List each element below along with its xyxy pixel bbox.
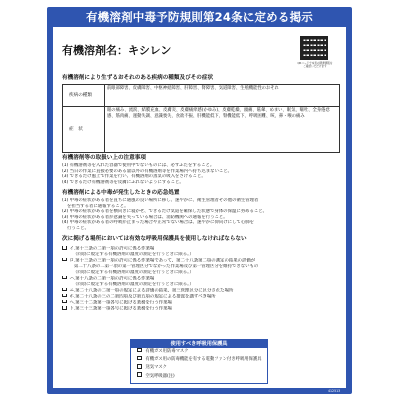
ppe-label: 送気マスク <box>145 365 167 371</box>
list-item: (3) できるだけ風上で作業を行い、有機溶剤の蒸気の吸入をさけること。 <box>62 174 206 180</box>
solvent-name: 有機溶剤名：キシレン <box>62 44 172 57</box>
checkbox[interactable] <box>62 294 67 298</box>
checklist-note: （同項に規定する有機溶剤の濃度の測定を行うときに限る。） <box>73 281 194 287</box>
ppe-heading: 使用すべき呼吸用保護具 <box>131 340 267 348</box>
checkbox[interactable] <box>62 258 67 262</box>
checkbox[interactable] <box>62 306 67 310</box>
checklist-label: イ.第十三条の二第一項の許可に係る作業場 <box>69 246 155 252</box>
checklist-label: ロ.第十三条の三第一項の許可に係る作業場であって、第二十八条第二項の測定の結果の評価が <box>69 258 256 264</box>
disease-table <box>62 84 340 153</box>
ppe-label: 空気呼吸器(注) <box>145 373 175 379</box>
sign-body <box>53 27 346 388</box>
checklist-item[interactable] <box>62 276 342 282</box>
checkbox[interactable] <box>137 372 142 377</box>
checklist-label: ヘ.第三十二条第一項各号に掲げる業務を行う作業場 <box>69 300 172 306</box>
ppe-label: 有機ガス用の防毒機能を有する電動ファン付き呼吸用保護具 <box>145 357 262 363</box>
list-item: 行うこと。 <box>67 225 89 231</box>
handling-heading: 有機溶剤等の取扱い上の注意事項 <box>62 155 146 161</box>
ppe-box <box>130 339 268 384</box>
table-label: 症 状 <box>63 107 105 153</box>
handling-list <box>62 163 342 185</box>
checkbox[interactable] <box>62 276 67 280</box>
checklist-item[interactable] <box>62 306 342 312</box>
list-item: を担当する者に通報すること。 <box>67 203 129 209</box>
checkbox[interactable] <box>62 288 67 292</box>
table-label: 疾病の種類 <box>63 85 105 107</box>
checklist-label: ト.第三十三条第一項各号に掲げる業務を行う作業場 <box>69 306 172 312</box>
list-item: (3) 中毒の症状がある者が意識を失っている場合は、消防機関への通報を行うこと。 <box>62 214 228 220</box>
signboard <box>47 7 352 394</box>
ppe-item[interactable] <box>131 356 267 364</box>
qr-code-icon <box>300 36 328 60</box>
checkbox[interactable] <box>137 356 142 361</box>
checklist-item[interactable] <box>62 246 342 252</box>
respirator-heading: 次に掲げる場所においては有効な呼吸用保護具を使用しなければならない <box>62 236 247 242</box>
table-row <box>63 107 340 153</box>
list-item: (4) 中毒の症状がある者の呼吸が止まった場合や正常でない場合は、速やかに仰向けにして心肺を <box>62 220 255 226</box>
product-code: 412513 <box>328 389 341 393</box>
table-row <box>63 85 340 107</box>
checkbox[interactable] <box>137 348 142 353</box>
table-value: 前眼部障害、皮膚障害、中枢神経障害、肝障害、腎障害、気道障害、生殖機能性のおそれ <box>105 85 340 107</box>
checkbox[interactable] <box>62 246 67 250</box>
ppe-label: 有機ガス用防毒マスク <box>145 349 189 354</box>
checklist-label: ホ.第二十八条の三の二第四項及び第五項の規定による措置を講ずべき場所 <box>69 293 216 299</box>
checklist-continuation: 第二十八条の二第一項の第一管理区分でなかった作業場及び第一管理区分を維持できないもの <box>69 263 259 269</box>
ppe-item[interactable] <box>131 364 267 372</box>
checklist-note: （同項に規定する有機溶剤の濃度の測定を行うときに限る。） <box>73 270 194 276</box>
disease-heading: 有機溶剤により生ずるおそれのある疾病の種類及びその症状 <box>62 75 214 81</box>
ppe-item[interactable] <box>131 348 267 356</box>
checklist-label: ハ.第十八条の二第一項の許可に係る作業場 <box>69 276 155 281</box>
list-item: (1) 中毒の症状がある者を直ちに通風の良い場所に移し、速やかに、衛生管理者その他の衛生管理者 <box>62 198 259 203</box>
emergency-heading: 有機溶剤による中毒が発生したときの応急処置 <box>62 190 180 196</box>
checkbox[interactable] <box>137 364 142 369</box>
solvent-name-row <box>53 27 346 73</box>
list-item: (2) 中毒の症状がある者を横向きに寝かせ、できるだけ気道を確保した状態で身体の保温に努めること。 <box>62 209 268 215</box>
ppe-item[interactable] <box>131 373 267 381</box>
list-item: (4) できるだけ有機溶剤等を皮膚にふれないようにすること。 <box>62 179 184 185</box>
table-value: 眼の痛み、流涙、結膜充血、皮膚炎、皮膚痛痒感(かゆみ)、皮膚乾燥、頭痛、眩暈、めまい、眠気、嘔吐、全身倦怠感、筋肉痛、運動失調、意識喪失、食欲不振、肝機能低下、腎機能低下、呼吸困難、咳、鼻・喉の痛み <box>105 107 340 153</box>
checkbox[interactable] <box>62 300 67 304</box>
sign-title: 有機溶剤中毒予防規則第24条に定める掲示 <box>85 10 313 24</box>
checklist-label: ニ.第二十八条の二第一項の規定による評価の結果、第三管理区分に区分された場所 <box>69 287 234 293</box>
list-item: (2) 当日の作業に直接必要のある量以外の有機溶剤等を作業場内へ持ち込まないこと。 <box>62 168 233 174</box>
list-item: (1) 有機溶剤等を入れた容器で使用中でないものには、必ずふたをすること。 <box>62 163 215 168</box>
qr-caption: QRコードで本表の関連情報をご確認いただけます <box>297 62 333 68</box>
emergency-list <box>62 198 342 232</box>
checklist-note: （同項に規定する有機溶剤の濃度の測定を行うときに限る。） <box>73 252 194 258</box>
respirator-checklist <box>62 246 342 312</box>
